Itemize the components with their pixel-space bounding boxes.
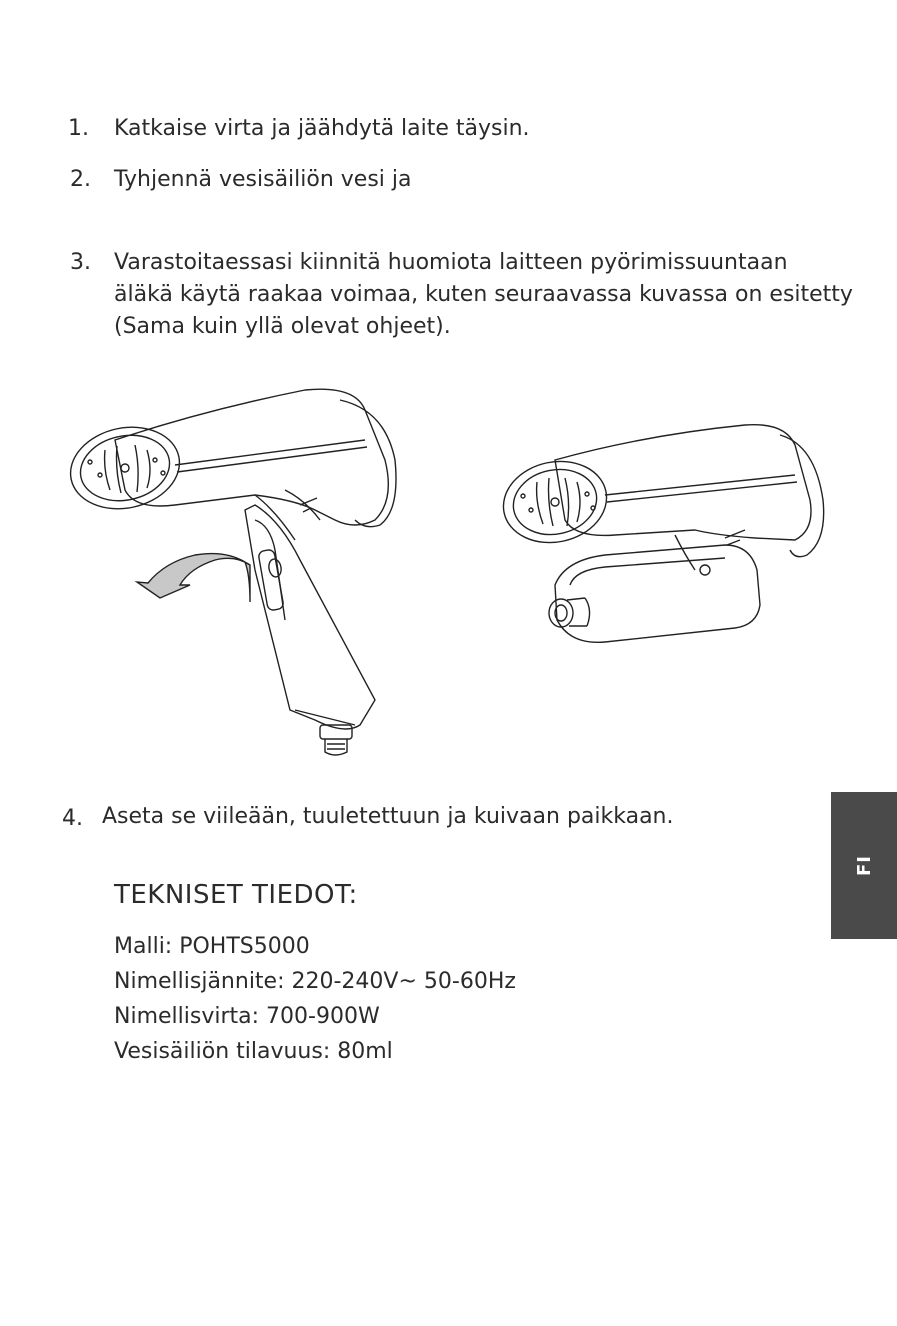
step-1-number: 1.	[68, 116, 89, 141]
step-3-line-2: äläkä käytä raakaa voimaa, kuten seuraavassa kuvassa on esitetty	[114, 282, 853, 307]
spec-tank-capacity: Vesisäiliön tilavuus: 80ml	[114, 1039, 393, 1064]
language-tab	[831, 792, 897, 939]
step-2-text: Tyhjennä vesisäiliön vesi ja	[114, 167, 412, 192]
rotation-arrow-icon	[137, 554, 250, 602]
spec-model: Malli: POHTS5000	[114, 934, 310, 959]
steamer-tank-illustration	[495, 420, 840, 655]
step-4-number: 4.	[62, 806, 83, 831]
step-3-line-3: (Sama kuin yllä olevat ohjeet).	[114, 314, 451, 339]
step-4-text: Aseta se viileään, tuuletettuun ja kuivaan paikkaan.	[102, 804, 674, 829]
spec-voltage: Nimellisjännite: 220-240V~ 50-60Hz	[114, 969, 516, 994]
step-3-line-1: Varastoitaessasi kiinnitä huomiota laitteen pyörimissuuntaan	[114, 250, 788, 275]
steamer-rotate-illustration	[55, 380, 435, 770]
spec-power: Nimellisvirta: 700-900W	[114, 1004, 380, 1029]
step-1-text: Katkaise virta ja jäähdytä laite täysin.	[114, 116, 530, 141]
specs-title: TEKNISET TIEDOT:	[114, 880, 358, 910]
step-2-number: 2.	[70, 167, 91, 192]
step-3-number: 3.	[70, 250, 91, 275]
language-tab-label: FI	[853, 855, 875, 876]
